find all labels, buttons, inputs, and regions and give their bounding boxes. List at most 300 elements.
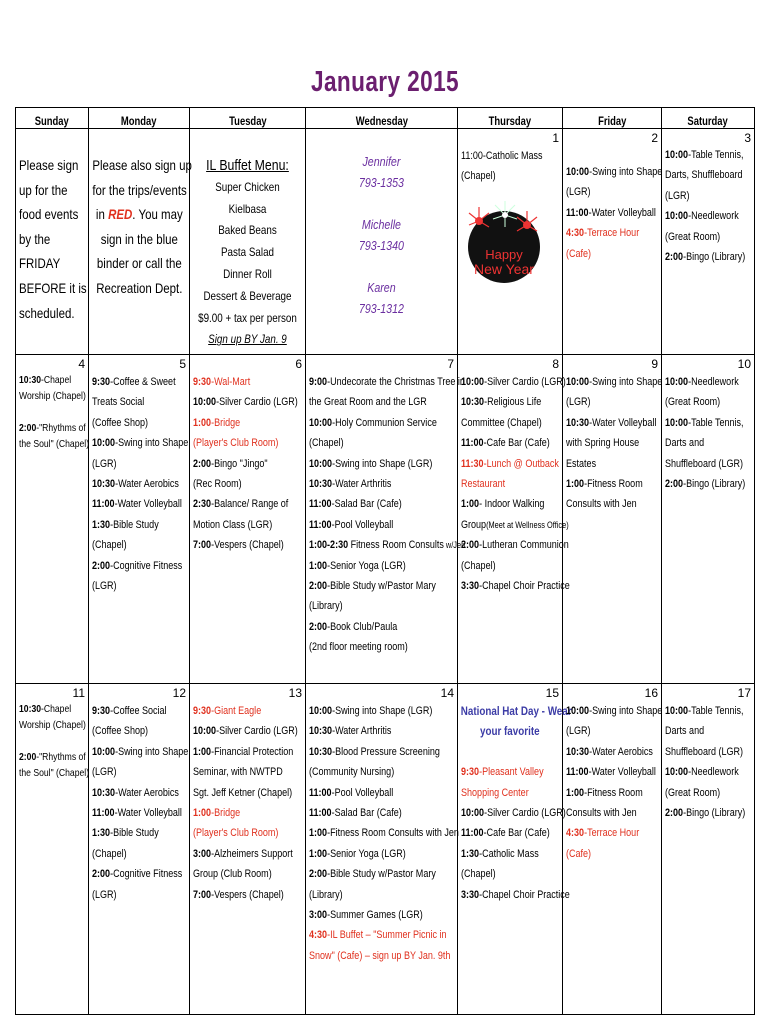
event [665, 701, 751, 721]
event [461, 372, 566, 392]
event-desc: -Swing into Shape (LGR) [332, 705, 433, 717]
event [309, 637, 454, 657]
happy-new-year-graphic [465, 199, 543, 283]
event-time: 10:00 [665, 210, 689, 223]
event-desc: -Water Aerobics [115, 478, 179, 491]
event-desc: -Senior Yoga (LGR) [327, 559, 406, 572]
event-time: 1:30 [92, 827, 111, 840]
day-number: 6 [295, 357, 302, 371]
day-cell [458, 355, 570, 684]
event-time: 11:00 [92, 807, 115, 820]
event [193, 372, 302, 392]
event-time: 2:00 [461, 539, 480, 552]
event-time: 10:30 [566, 745, 590, 758]
event [309, 535, 466, 555]
event [461, 556, 559, 576]
signup-note [19, 153, 85, 325]
event-desc: -Cafe Bar (Cafe) [483, 827, 550, 840]
event-time: 2:00 [19, 422, 37, 434]
event [19, 436, 90, 452]
event-desc: -Bible Study [110, 827, 159, 840]
event [309, 925, 454, 945]
event-time: 4:30 [566, 827, 585, 840]
event-desc: -Pool Volleyball [331, 518, 394, 531]
event-desc: Shuffleboard (LGR) [665, 745, 744, 758]
calendar-grid [15, 107, 755, 1015]
event [309, 864, 454, 884]
event [92, 823, 186, 843]
event-time: 1:00 [309, 559, 328, 572]
event-time: 10:00 [193, 396, 217, 409]
day-cell [662, 355, 755, 684]
event-time: 4:30 [566, 227, 585, 240]
event [461, 474, 559, 494]
event-desc: the Soul" (Chapel) [19, 438, 90, 450]
event-time: 9:30 [193, 376, 212, 388]
event [461, 844, 559, 864]
event-desc: (2nd floor meeting room) [309, 641, 408, 654]
day-number: 14 [440, 686, 454, 700]
event-desc: -Silver Cardio (LGR) [484, 376, 566, 388]
event-time: 10:30 [309, 725, 333, 738]
event [665, 783, 751, 803]
event-desc: -Fitness Room [584, 478, 643, 491]
event-desc: Worship (Chapel) [19, 390, 86, 402]
event [19, 717, 85, 733]
day-number: 8 [552, 357, 559, 371]
event [461, 515, 569, 535]
ny-new-year: New Year [474, 261, 534, 277]
event [92, 392, 186, 412]
event [193, 844, 302, 864]
day-number: 11 [72, 686, 85, 700]
event [92, 762, 186, 782]
event [19, 733, 85, 749]
event [309, 803, 454, 823]
event-desc: -Pleasant Valley [479, 766, 544, 779]
weekday-header: Sunday [16, 108, 89, 129]
event [19, 765, 90, 781]
event [92, 413, 186, 433]
event-desc: (LGR) [92, 888, 117, 901]
event [309, 946, 454, 966]
event [566, 721, 658, 741]
event [193, 433, 302, 453]
event-desc: -Vespers (Chapel) [211, 539, 284, 552]
event-time: 9:30 [92, 705, 111, 717]
signup-note-line: BEFORE it is [19, 279, 87, 296]
event-desc: -Swing into Shape (LGR) [332, 457, 433, 470]
event-time: 11:00 [461, 827, 484, 840]
event-time: 10:00 [309, 416, 333, 429]
event-desc: -Water Aerobics [589, 745, 653, 758]
event-desc: -Senior Yoga (LGR) [327, 847, 406, 860]
event-desc: -Water Volleyball [588, 206, 656, 219]
buffet-menu-title: IL Buffet Menu: [206, 157, 289, 174]
event-time: 1:30 [92, 518, 111, 531]
event [566, 413, 658, 433]
event [665, 742, 751, 762]
event-time: 10:00 [309, 705, 333, 717]
signup-note-line: up for the [19, 181, 68, 198]
event-desc: -Terrace Hour [584, 227, 640, 240]
day-cell [563, 129, 662, 355]
event-time: 9:30 [461, 766, 480, 779]
day-cell [306, 129, 458, 355]
event [193, 762, 302, 782]
event [92, 556, 186, 576]
event-time: 10:00 [665, 705, 689, 717]
event-desc: -Chapel [41, 374, 72, 386]
event [461, 454, 559, 474]
event-time: 11:00 [309, 786, 332, 799]
event-time: 10:00 [461, 807, 485, 820]
event-desc: Estates [566, 457, 597, 470]
event [19, 701, 85, 717]
event [92, 844, 186, 864]
event [92, 494, 186, 514]
event-time: 11:00 [566, 206, 589, 219]
day-number: 3 [744, 131, 751, 145]
event [193, 885, 302, 905]
event-desc: -Water Aerobics [115, 786, 179, 799]
event-desc: (Library) [309, 888, 343, 901]
event [566, 392, 658, 412]
day-cell [458, 129, 563, 355]
event-desc: -Balance/ Range of [211, 498, 289, 511]
event-desc: -Needlework [688, 210, 739, 223]
event [665, 186, 751, 206]
event-desc: -Wal-Mart [211, 376, 251, 388]
event [461, 535, 569, 555]
event-time: 7:00 [193, 888, 212, 901]
event-time: 11:00 [309, 498, 332, 511]
event [665, 372, 751, 392]
event-desc: -Cognitive Fitness [110, 868, 183, 881]
event-desc: Committee (Chapel) [461, 416, 542, 429]
event-desc: -Swing into Shape [589, 705, 663, 717]
day-number: 1 [552, 131, 559, 145]
day-cell [563, 684, 662, 1015]
week-row [16, 684, 755, 1015]
day-number: 9 [651, 357, 658, 371]
event-desc: (LGR) [566, 186, 591, 199]
event [461, 494, 559, 514]
event-time: 11:00 [309, 518, 332, 531]
event [92, 454, 186, 474]
event [309, 433, 454, 453]
event-desc: (Rec Room) [193, 478, 242, 491]
event-desc: -Bingo "Jingo" [211, 457, 268, 470]
event-desc: -Swing into Shape [115, 745, 189, 758]
day-cell [16, 684, 89, 1015]
event-desc: with Spring House [566, 437, 640, 450]
event-desc: (LGR) [92, 766, 117, 779]
event-desc: Treats Social [92, 396, 145, 409]
event [461, 823, 559, 843]
event-desc: -IL Buffet – "Summer Picnic in [327, 929, 447, 942]
event-desc: -Chapel [41, 703, 72, 715]
event-desc: -Bible Study w/Pastor Mary [327, 580, 436, 593]
event-desc: (LGR) [566, 725, 591, 738]
event-desc: (Chapel) [461, 559, 496, 572]
ny-happy: Happy [485, 247, 523, 262]
day-number: 12 [172, 686, 186, 700]
event-desc: -Giant Eagle [211, 705, 262, 717]
event [19, 420, 85, 436]
buffet-signup: Sign up BY Jan. 9 [208, 332, 287, 347]
event-time: 1:00-2:30 [309, 539, 349, 552]
event-desc: Fitness Room Consults [348, 539, 444, 552]
event-time: 2:00 [92, 868, 111, 881]
event-desc: -Silver Cardio (LGR) [216, 725, 298, 738]
event-time: 3:30 [461, 888, 480, 901]
event-time: 1:30 [461, 847, 480, 860]
event-desc: -Alzheimers Support [211, 847, 293, 860]
event-desc: Group [461, 518, 487, 531]
event: 11:00-Catholic Mass [461, 150, 543, 162]
event-desc: -Water Volleyball [114, 498, 182, 511]
event-desc: Worship (Chapel) [19, 719, 86, 731]
event-desc: -Bingo (Library) [683, 807, 746, 820]
weekday-header: Thursday [458, 108, 563, 129]
event-desc: Seminar, with NWTPD [193, 766, 283, 779]
event-desc: -Fitness Room [584, 786, 643, 799]
menu-item: Dessert & Beverage [203, 288, 292, 303]
event-desc: -Undecorate the Christmas Tree in [327, 376, 465, 388]
event-time: 1:00 [461, 498, 480, 511]
event [309, 596, 454, 616]
event-desc: Motion Class (LGR) [193, 518, 273, 531]
event [92, 803, 186, 823]
event [309, 413, 454, 433]
contact-list: Jennifer 793-1353 Michelle 793-1340 Karen 793-1312 [358, 154, 405, 316]
event [309, 454, 454, 474]
event-desc: -Vespers (Chapel) [211, 888, 284, 901]
event-desc: (LGR) [566, 396, 591, 409]
event [92, 515, 186, 535]
event [309, 905, 454, 925]
event-note: (Meet at Wellness Office) [486, 519, 569, 530]
event [193, 803, 302, 823]
day-cell [190, 684, 306, 1015]
event [309, 762, 454, 782]
event-desc: Shuffleboard (LGR) [665, 457, 744, 470]
event [92, 701, 186, 721]
event [193, 413, 302, 433]
event-time: 9:30 [193, 705, 212, 717]
event [193, 742, 302, 762]
event [193, 721, 302, 741]
event-desc: -Holy Communion Service [332, 416, 437, 429]
event-desc: -Water Volleyball [114, 807, 182, 820]
event-desc: -"Rhythms of [36, 751, 86, 763]
event-desc: (Chapel) [309, 437, 344, 450]
event-time: 10:00 [665, 376, 689, 388]
event [309, 783, 454, 803]
event [193, 494, 302, 514]
event-time: 10:00 [665, 149, 689, 161]
day-number: 2 [651, 131, 658, 145]
day-cell [89, 129, 190, 355]
event-time: 2:00 [309, 580, 328, 593]
event-desc: -Fitness Room Consults with Jen [327, 827, 459, 840]
event-desc: -Water Arthritis [332, 725, 392, 738]
event [309, 885, 454, 905]
event [309, 515, 454, 535]
event-desc: -Catholic Mass [479, 847, 539, 860]
menu-item: $9.00 + tax per person [198, 310, 297, 325]
event [461, 783, 559, 803]
day-cell [563, 355, 662, 684]
week-row [16, 129, 755, 355]
event [566, 701, 663, 721]
event-desc: (Chapel) [92, 539, 127, 552]
event-time: 1:00 [193, 807, 212, 820]
event-time: 10:30 [309, 745, 333, 758]
event [193, 701, 302, 721]
event [309, 721, 454, 741]
event [566, 783, 658, 803]
day-number: 4 [78, 357, 85, 371]
event [92, 433, 189, 453]
day-number: 5 [179, 357, 186, 371]
event-desc: (Cafe) [566, 847, 592, 860]
event [566, 494, 658, 514]
day-number: 16 [644, 686, 658, 700]
event [566, 162, 663, 182]
trip-signup-note: Please also sign up for the trips/events in RED. You may sign in the blue binder or call the Recreation Dept. [91, 157, 192, 296]
event-time: 1:00 [193, 745, 212, 758]
event [566, 454, 658, 474]
event-desc: (LGR) [92, 580, 117, 593]
event [309, 742, 454, 762]
event-time: 2:00 [19, 751, 37, 763]
event-time: 10:00 [566, 166, 590, 178]
event-time: 10:00 [566, 705, 590, 717]
event-time: 2:00 [193, 457, 212, 470]
day-cell [89, 684, 190, 1015]
event-time: 3:00 [309, 909, 328, 922]
event-desc: -Needlework [688, 376, 739, 388]
event [665, 413, 751, 433]
event-desc: -Cognitive Fitness [110, 559, 183, 572]
event-desc: (Coffee Shop) [92, 416, 149, 429]
event [19, 749, 85, 765]
event-time: 10:00 [665, 766, 689, 779]
event-desc: -Table Tennis, [688, 416, 744, 429]
event [92, 742, 189, 762]
event-time: 11:00 [566, 766, 589, 779]
event-desc: -Salad Bar (Cafe) [331, 498, 402, 511]
event [193, 823, 302, 843]
event [19, 372, 85, 388]
event [566, 203, 658, 223]
event [19, 404, 85, 420]
event [566, 474, 658, 494]
weekday-header: Tuesday [190, 108, 306, 129]
event [461, 433, 559, 453]
event [665, 433, 751, 453]
event-time: 1:00 [309, 847, 328, 860]
event-desc: -Summer Games (LGR) [327, 909, 423, 922]
event-desc: -Swing into Shape [115, 437, 189, 450]
event [461, 762, 559, 782]
event-time: 10:00 [193, 725, 217, 738]
event-desc: -Swing into Shape [589, 376, 663, 388]
event-desc: (Community Nursing) [309, 766, 395, 779]
event [461, 803, 566, 823]
event [92, 474, 186, 494]
event [193, 454, 302, 474]
calendar-title: January 2015 [310, 66, 460, 98]
day-cell [306, 355, 466, 684]
event [309, 701, 454, 721]
event-desc: (Library) [309, 600, 343, 613]
event [193, 392, 302, 412]
event-desc: Darts, Shuffleboard [665, 169, 743, 182]
event [193, 515, 302, 535]
event-time: 2:00 [665, 251, 684, 264]
day-cell [190, 129, 306, 355]
event-desc: -Coffee Social [110, 705, 167, 717]
event [665, 145, 751, 165]
event [566, 844, 658, 864]
event-desc: -Religious Life [484, 396, 542, 409]
day-cell [458, 684, 572, 1015]
day-cell [306, 684, 458, 1015]
signup-note-line: FRIDAY [19, 255, 61, 272]
event [92, 721, 186, 741]
event-time: 10:00 [92, 437, 116, 450]
event-time: 2:00 [665, 478, 684, 491]
weekday-header: Saturday [662, 108, 755, 129]
event-desc: -Table Tennis, [688, 705, 744, 717]
event-desc: (Player's Club Room) [193, 827, 279, 840]
event [92, 783, 186, 803]
event-time: 2:00 [309, 868, 328, 881]
event [566, 182, 658, 202]
event-desc: -Financial Protection [211, 745, 294, 758]
event-time: 11:00 [461, 437, 484, 450]
weekday-header: Friday [563, 108, 662, 129]
event-desc: -Water Arthritis [332, 478, 392, 491]
event [665, 227, 751, 247]
event-desc: -Chapel Choir Practice [479, 580, 570, 593]
event [461, 576, 570, 596]
event [193, 474, 302, 494]
signup-note-line: by the [19, 230, 51, 247]
event-desc: (Player's Club Room) [193, 437, 279, 450]
event-desc: -Lunch @ Outback [483, 457, 559, 470]
event-desc: -Silver Cardio (LGR) [484, 807, 566, 820]
event-desc: the Soul" (Chapel) [19, 767, 90, 779]
event-time: 11:30 [461, 457, 484, 470]
event-desc: -Silver Cardio (LGR) [216, 396, 298, 409]
day-number: 17 [737, 686, 751, 700]
event [309, 372, 465, 392]
event-desc: -Bridge [211, 416, 241, 429]
event-desc: -Terrace Hour [584, 827, 640, 840]
event-time: 10:00 [92, 745, 116, 758]
event-time: 7:00 [193, 539, 212, 552]
event [566, 762, 658, 782]
signup-note-line: scheduled. [19, 304, 75, 321]
event [92, 576, 186, 596]
event [566, 372, 663, 392]
event [193, 783, 302, 803]
day-cell [16, 129, 89, 355]
